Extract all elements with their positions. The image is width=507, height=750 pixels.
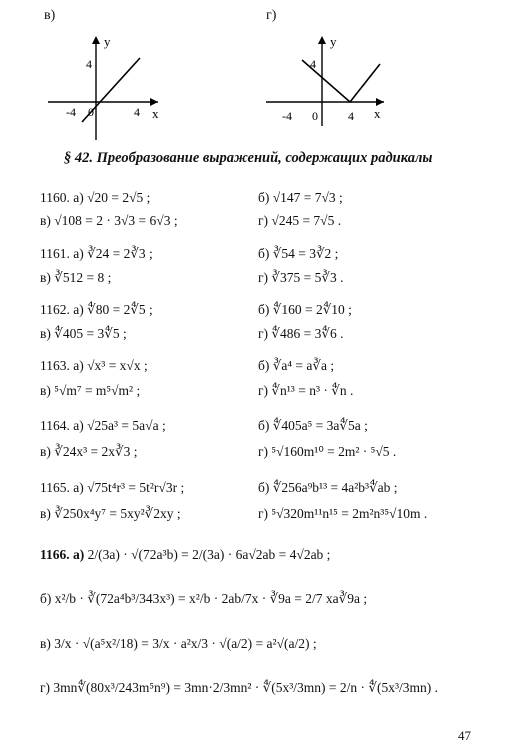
problem-left: 1162. а) ∜80 = 2∜5 ; xyxy=(40,302,153,317)
graph-g-tick-pos: 4 xyxy=(348,109,354,123)
problem-row xyxy=(40,383,140,399)
problem-right: г) ∜486 = 3∜6 . xyxy=(258,326,344,341)
problem-right: б) ∛a⁴ = a∛a ; xyxy=(258,358,335,373)
problem-1166-b-label: б) xyxy=(40,591,52,606)
problem-right: б) √147 = 7√3 ; xyxy=(258,190,343,205)
problem-left: в) ∛250x⁴y⁷ = 5xy²∛2xy ; xyxy=(40,506,181,521)
graph-v-x-label: x xyxy=(152,106,159,121)
problem-row xyxy=(258,190,343,206)
problem-row xyxy=(258,358,334,374)
problem-row xyxy=(40,418,166,434)
problem-row xyxy=(258,480,398,496)
problem-1166-g xyxy=(40,680,438,696)
problem-row xyxy=(258,326,343,342)
problem-row xyxy=(40,480,184,496)
problem-left: 1161. а) ∛24 = 2∛3 ; xyxy=(40,246,153,261)
graph-v-tick-pos: 4 xyxy=(134,105,140,119)
page-number: 47 xyxy=(458,728,471,743)
problem-right: г) √245 = 7√5 . xyxy=(258,213,342,228)
graph-g-tick-neg: -4 xyxy=(282,109,292,123)
problem-right: г) ∜n¹³ = n³ · ∜n . xyxy=(258,383,354,398)
problem-left: 1164. а) √25a³ = 5a√a ; xyxy=(40,418,166,433)
problem-left: 1160. а) √20 = 2√5 ; xyxy=(40,190,151,205)
problem-row xyxy=(40,444,138,460)
problem-right: г) ⁵√160m¹⁰ = 2m² · ⁵√5 . xyxy=(258,444,397,459)
graph-v-origin: 0 xyxy=(88,105,94,119)
problem-row xyxy=(258,418,368,434)
problem-left: 1165. а) √75t⁴r³ = 5t²r√3r ; xyxy=(40,480,185,495)
graph-g-y-arrow xyxy=(318,36,326,44)
problem-row xyxy=(40,213,178,229)
problem-right: б) ∜256a⁹b¹³ = 4a²b³∜ab ; xyxy=(258,480,398,495)
graph-g-label: г) xyxy=(266,8,277,23)
graph-g-origin: 0 xyxy=(312,109,318,123)
graph-v-tick-neg: -4 xyxy=(66,105,76,119)
problem-row xyxy=(40,190,150,206)
problem-row xyxy=(258,270,343,286)
section-title: § 42. Преобразование выражений, содержащих радикалы xyxy=(64,150,433,166)
problem-1166-a-expr: 2/(3a) · √(72a³b) = 2/(3a) · 6a√2ab = 4√2ab ; xyxy=(87,547,331,562)
problem-1166-v-label: в) xyxy=(40,636,51,651)
graph-v-y-arrow xyxy=(92,36,100,44)
graph-g-x-label: x xyxy=(374,106,381,121)
problem-1166-g-label: г) xyxy=(40,680,51,695)
problem-row xyxy=(258,444,396,460)
problem-right: б) ∛54 = 3∛2 ; xyxy=(258,246,339,261)
problem-right: б) ∜405a⁵ = 3a∜5a ; xyxy=(258,418,368,433)
problem-row xyxy=(40,506,181,522)
problem-1166-b-expr: x²/b · ∛(72a⁴b³/343x³) = x²/b · 2ab/7x · ∛9a = 2/7 xa∛9a ; xyxy=(54,591,368,606)
problem-left: в) ∜405 = 3∜5 ; xyxy=(40,326,127,341)
problem-1166-v xyxy=(40,636,317,652)
problem-1166-g-expr: 3mn∜(80x³/243m⁵n⁹) = 3mn·2/3mn² · ∜(5x³/3mn) = 2/n · ∜(5x³/3mn) . xyxy=(53,680,439,695)
graph-v-label: в) xyxy=(44,8,56,23)
problem-left: в) ∛512 = 8 ; xyxy=(40,270,112,285)
problem-left: в) √108 = 2 · 3√3 = 6√3 ; xyxy=(40,213,178,228)
graph-v-y-label: y xyxy=(104,34,111,49)
problem-left: в) ∛24x³ = 2x∛3 ; xyxy=(40,444,138,459)
problem-row xyxy=(258,302,352,318)
problem-row xyxy=(258,383,353,399)
problem-row xyxy=(40,270,111,286)
problem-row xyxy=(40,326,127,342)
problem-1166-v-expr: 3/x · √(a⁵x²/18) = 3/x · a²x/3 · √(a/2) = a²√(a/2) ; xyxy=(54,636,317,651)
problem-row xyxy=(258,506,427,522)
graph-g-x-arrow xyxy=(376,98,384,106)
problem-row xyxy=(40,302,153,318)
graph-g-tick-y: 4 xyxy=(310,57,316,71)
problem-row xyxy=(258,246,338,262)
graph-v-x-arrow xyxy=(150,98,158,106)
graph-g xyxy=(262,30,392,130)
problem-1166-b xyxy=(40,591,367,607)
graph-g-y-label: y xyxy=(330,34,337,49)
problem-row xyxy=(40,246,153,262)
graph-v xyxy=(40,30,170,145)
problem-right: б) ∜160 = 2∜10 ; xyxy=(258,302,352,317)
problem-row xyxy=(40,358,148,374)
problem-1166-a xyxy=(40,547,330,563)
problem-right: г) ∛375 = 5∛3 . xyxy=(258,270,344,285)
problem-right: г) ⁵√320m¹¹n¹⁵ = 2m²n³⁵√10m . xyxy=(258,506,428,521)
graph-v-tick-y: 4 xyxy=(86,57,92,71)
problem-left: в) ⁵√m⁷ = m⁵√m² ; xyxy=(40,383,141,398)
problem-left: 1163. а) √x³ = x√x ; xyxy=(40,358,148,373)
problem-row xyxy=(258,213,341,229)
problem-1166-a-label: 1166. а) xyxy=(40,547,85,562)
